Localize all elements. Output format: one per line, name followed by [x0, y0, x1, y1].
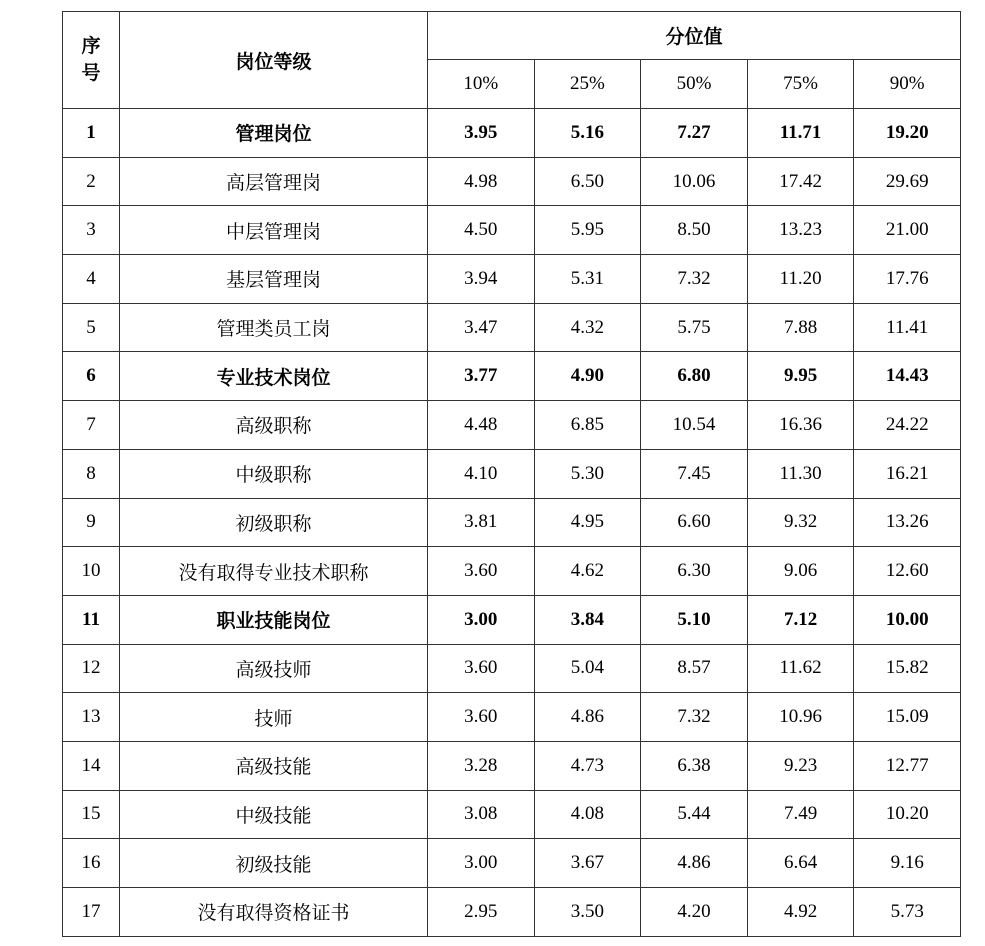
value-p90: 10.20	[854, 790, 961, 839]
percentile-header-90: 90%	[854, 60, 961, 109]
value-p25: 5.16	[534, 109, 641, 158]
value-p25: 4.73	[534, 741, 641, 790]
index-column-header	[63, 12, 120, 109]
percentile-header-10: 10%	[428, 60, 535, 109]
value-p75: 4.92	[747, 888, 854, 937]
category-row	[63, 109, 961, 158]
position-level-name: 管理类员工岗	[120, 303, 428, 352]
value-p75: 11.30	[747, 449, 854, 498]
value-p25: 4.32	[534, 303, 641, 352]
value-p75: 11.62	[747, 644, 854, 693]
value-p50: 6.60	[641, 498, 748, 547]
value-p25: 3.84	[534, 595, 641, 644]
value-p10: 3.60	[428, 644, 535, 693]
value-p90: 29.69	[854, 157, 961, 206]
row-index: 6	[63, 352, 120, 401]
percentile-group-header: 分位值	[428, 12, 961, 60]
value-p75: 11.71	[747, 109, 854, 158]
table-row	[63, 547, 961, 596]
position-level-name: 没有取得专业技术职称	[120, 547, 428, 596]
table-row	[63, 157, 961, 206]
value-p90: 14.43	[854, 352, 961, 401]
value-p10: 3.77	[428, 352, 535, 401]
value-p75: 17.42	[747, 157, 854, 206]
value-p25: 3.67	[534, 839, 641, 888]
table-row	[63, 790, 961, 839]
position-level-name: 专业技术岗位	[120, 352, 428, 401]
row-index: 7	[63, 401, 120, 450]
table-row	[63, 644, 961, 693]
table-row	[63, 449, 961, 498]
position-level-name: 初级职称	[120, 498, 428, 547]
value-p25: 5.95	[534, 206, 641, 255]
position-level-header: 岗位等级	[120, 12, 428, 109]
value-p25: 5.04	[534, 644, 641, 693]
table-body	[63, 109, 961, 937]
value-p25: 3.50	[534, 888, 641, 937]
table-row	[63, 206, 961, 255]
table-row	[63, 255, 961, 304]
row-index: 10	[63, 547, 120, 596]
value-p90: 12.77	[854, 741, 961, 790]
value-p25: 6.50	[534, 157, 641, 206]
value-p50: 6.38	[641, 741, 748, 790]
value-p90: 19.20	[854, 109, 961, 158]
value-p90: 5.73	[854, 888, 961, 937]
category-row	[63, 352, 961, 401]
row-index: 14	[63, 741, 120, 790]
table-row	[63, 888, 961, 937]
row-index: 9	[63, 498, 120, 547]
position-level-name: 中级技能	[120, 790, 428, 839]
position-level-name: 中级职称	[120, 449, 428, 498]
value-p75: 11.20	[747, 255, 854, 304]
row-index: 5	[63, 303, 120, 352]
value-p75: 13.23	[747, 206, 854, 255]
value-p10: 3.95	[428, 109, 535, 158]
value-p75: 9.23	[747, 741, 854, 790]
position-level-name: 高级职称	[120, 401, 428, 450]
table-row	[63, 498, 961, 547]
value-p10: 4.98	[428, 157, 535, 206]
row-index: 16	[63, 839, 120, 888]
value-p50: 7.32	[641, 693, 748, 742]
value-p75: 9.95	[747, 352, 854, 401]
value-p10: 3.08	[428, 790, 535, 839]
row-index: 13	[63, 693, 120, 742]
table-header-row	[63, 12, 961, 60]
percentile-header-25: 25%	[534, 60, 641, 109]
value-p75: 16.36	[747, 401, 854, 450]
value-p75: 10.96	[747, 693, 854, 742]
value-p50: 10.54	[641, 401, 748, 450]
value-p10: 3.28	[428, 741, 535, 790]
value-p90: 13.26	[854, 498, 961, 547]
value-p75: 6.64	[747, 839, 854, 888]
value-p90: 16.21	[854, 449, 961, 498]
position-level-name: 高级技师	[120, 644, 428, 693]
table-row	[63, 401, 961, 450]
position-level-name: 基层管理岗	[120, 255, 428, 304]
table-row	[63, 741, 961, 790]
value-p90: 9.16	[854, 839, 961, 888]
percentile-header-50: 50%	[641, 60, 748, 109]
value-p90: 11.41	[854, 303, 961, 352]
value-p10: 2.95	[428, 888, 535, 937]
value-p50: 6.30	[641, 547, 748, 596]
value-p50: 5.75	[641, 303, 748, 352]
value-p75: 9.06	[747, 547, 854, 596]
value-p50: 7.32	[641, 255, 748, 304]
value-p10: 3.47	[428, 303, 535, 352]
position-level-name: 管理岗位	[120, 109, 428, 158]
value-p10: 3.94	[428, 255, 535, 304]
row-index: 11	[63, 595, 120, 644]
position-level-name: 高层管理岗	[120, 157, 428, 206]
value-p50: 8.57	[641, 644, 748, 693]
table-row	[63, 839, 961, 888]
value-p75: 9.32	[747, 498, 854, 547]
value-p50: 7.45	[641, 449, 748, 498]
value-p10: 3.00	[428, 839, 535, 888]
value-p25: 4.62	[534, 547, 641, 596]
position-level-name: 职业技能岗位	[120, 595, 428, 644]
value-p90: 24.22	[854, 401, 961, 450]
position-level-name: 初级技能	[120, 839, 428, 888]
value-p10: 3.81	[428, 498, 535, 547]
row-index: 17	[63, 888, 120, 937]
value-p25: 5.31	[534, 255, 641, 304]
position-level-name: 中层管理岗	[120, 206, 428, 255]
position-level-name: 技师	[120, 693, 428, 742]
value-p90: 15.09	[854, 693, 961, 742]
table-row	[63, 693, 961, 742]
row-index: 15	[63, 790, 120, 839]
category-row	[63, 595, 961, 644]
row-index: 2	[63, 157, 120, 206]
value-p75: 7.49	[747, 790, 854, 839]
value-p90: 12.60	[854, 547, 961, 596]
value-p75: 7.12	[747, 595, 854, 644]
value-p50: 4.86	[641, 839, 748, 888]
value-p25: 6.85	[534, 401, 641, 450]
value-p50: 5.44	[641, 790, 748, 839]
value-p90: 21.00	[854, 206, 961, 255]
index-header-line2: 号	[81, 62, 101, 84]
table-row	[63, 303, 961, 352]
value-p75: 7.88	[747, 303, 854, 352]
value-p50: 7.27	[641, 109, 748, 158]
value-p25: 4.08	[534, 790, 641, 839]
row-index: 1	[63, 109, 120, 158]
value-p10: 4.48	[428, 401, 535, 450]
value-p25: 4.86	[534, 693, 641, 742]
wage-percentile-table	[62, 11, 961, 937]
value-p10: 3.00	[428, 595, 535, 644]
row-index: 12	[63, 644, 120, 693]
value-p50: 6.80	[641, 352, 748, 401]
row-index: 8	[63, 449, 120, 498]
value-p90: 10.00	[854, 595, 961, 644]
value-p50: 8.50	[641, 206, 748, 255]
value-p25: 4.90	[534, 352, 641, 401]
position-level-name: 没有取得资格证书	[120, 888, 428, 937]
value-p90: 15.82	[854, 644, 961, 693]
row-index: 3	[63, 206, 120, 255]
value-p50: 10.06	[641, 157, 748, 206]
position-level-name: 高级技能	[120, 741, 428, 790]
value-p50: 5.10	[641, 595, 748, 644]
value-p90: 17.76	[854, 255, 961, 304]
value-p25: 4.95	[534, 498, 641, 547]
value-p10: 3.60	[428, 547, 535, 596]
index-header-line1: 序	[81, 35, 101, 58]
value-p10: 3.60	[428, 693, 535, 742]
value-p25: 5.30	[534, 449, 641, 498]
value-p10: 4.50	[428, 206, 535, 255]
value-p10: 4.10	[428, 449, 535, 498]
percentile-header-75: 75%	[747, 60, 854, 109]
value-p50: 4.20	[641, 888, 748, 937]
row-index: 4	[63, 255, 120, 304]
